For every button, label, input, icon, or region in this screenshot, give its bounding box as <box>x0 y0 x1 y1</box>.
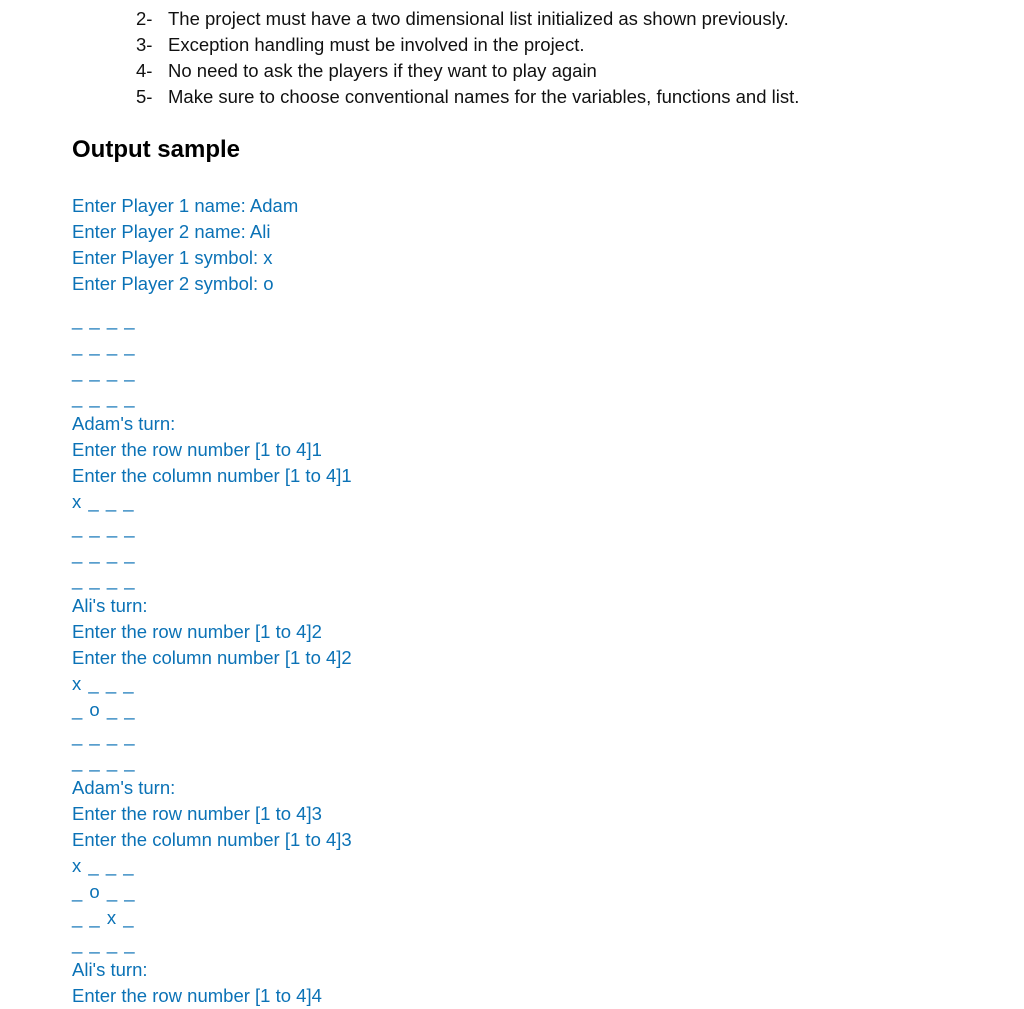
output-line: Adam's turn: <box>72 413 176 434</box>
output-sample <box>72 193 352 1009</box>
requirement-text: The project must have a two dimensional list initialized as shown previously. <box>168 8 789 29</box>
requirement-item <box>136 58 799 84</box>
board-row: x _ _ _ <box>72 491 135 512</box>
output-line: Enter the column number [1 to 4]2 <box>72 647 352 668</box>
board-row: _ _ _ _ <box>72 309 136 330</box>
requirement-text: No need to ask the players if they want to play again <box>168 60 597 81</box>
requirement-number: 5- <box>136 86 153 107</box>
board-row: x _ _ _ <box>72 673 135 694</box>
blank-line <box>72 297 352 307</box>
requirement-item <box>136 84 799 110</box>
output-line: Enter the row number [1 to 4]2 <box>72 621 322 642</box>
board-row: _ _ _ _ <box>72 543 136 564</box>
requirements-list <box>136 6 799 110</box>
board-row: x _ _ _ <box>72 855 135 876</box>
requirement-number: 4- <box>136 60 153 81</box>
board-row: _ o _ _ <box>72 699 136 720</box>
output-line: Enter the row number [1 to 4]4 <box>72 985 322 1006</box>
requirement-item <box>136 6 799 32</box>
board-row: _ _ _ _ <box>72 517 136 538</box>
output-line: Adam's turn: <box>72 777 176 798</box>
requirement-text: Make sure to choose conventional names for the variables, functions and list. <box>168 86 800 107</box>
output-line: Enter the row number [1 to 4]3 <box>72 803 322 824</box>
requirement-text: Exception handling must be involved in the project. <box>168 34 585 55</box>
output-line: Enter Player 1 name: Adam <box>72 195 299 216</box>
output-line: Enter the column number [1 to 4]3 <box>72 829 352 850</box>
output-line: Enter Player 2 name: Ali <box>72 221 271 242</box>
requirement-item <box>136 32 799 58</box>
output-line: Enter Player 1 symbol: x <box>72 247 273 268</box>
board-row: _ _ x _ <box>72 907 135 928</box>
requirement-number: 3- <box>136 34 153 55</box>
board-row: _ _ _ _ <box>72 933 136 954</box>
board-row: _ _ _ _ <box>72 751 136 772</box>
output-line: Enter the column number [1 to 4]1 <box>72 465 352 486</box>
output-line: Enter Player 2 symbol: o <box>72 273 274 294</box>
output-line: Ali's turn: <box>72 959 148 980</box>
board-row: _ _ _ _ <box>72 361 136 382</box>
board-row: _ _ _ _ <box>72 387 136 408</box>
output-line: Enter the row number [1 to 4]1 <box>72 439 322 460</box>
output-line: Ali's turn: <box>72 595 148 616</box>
board-row: _ _ _ _ <box>72 725 136 746</box>
board-row: _ o _ _ <box>72 881 136 902</box>
section-heading: Output sample <box>72 136 241 163</box>
board-row: _ _ _ _ <box>72 569 136 590</box>
requirement-number: 2- <box>136 8 153 29</box>
board-row: _ _ _ _ <box>72 335 136 356</box>
